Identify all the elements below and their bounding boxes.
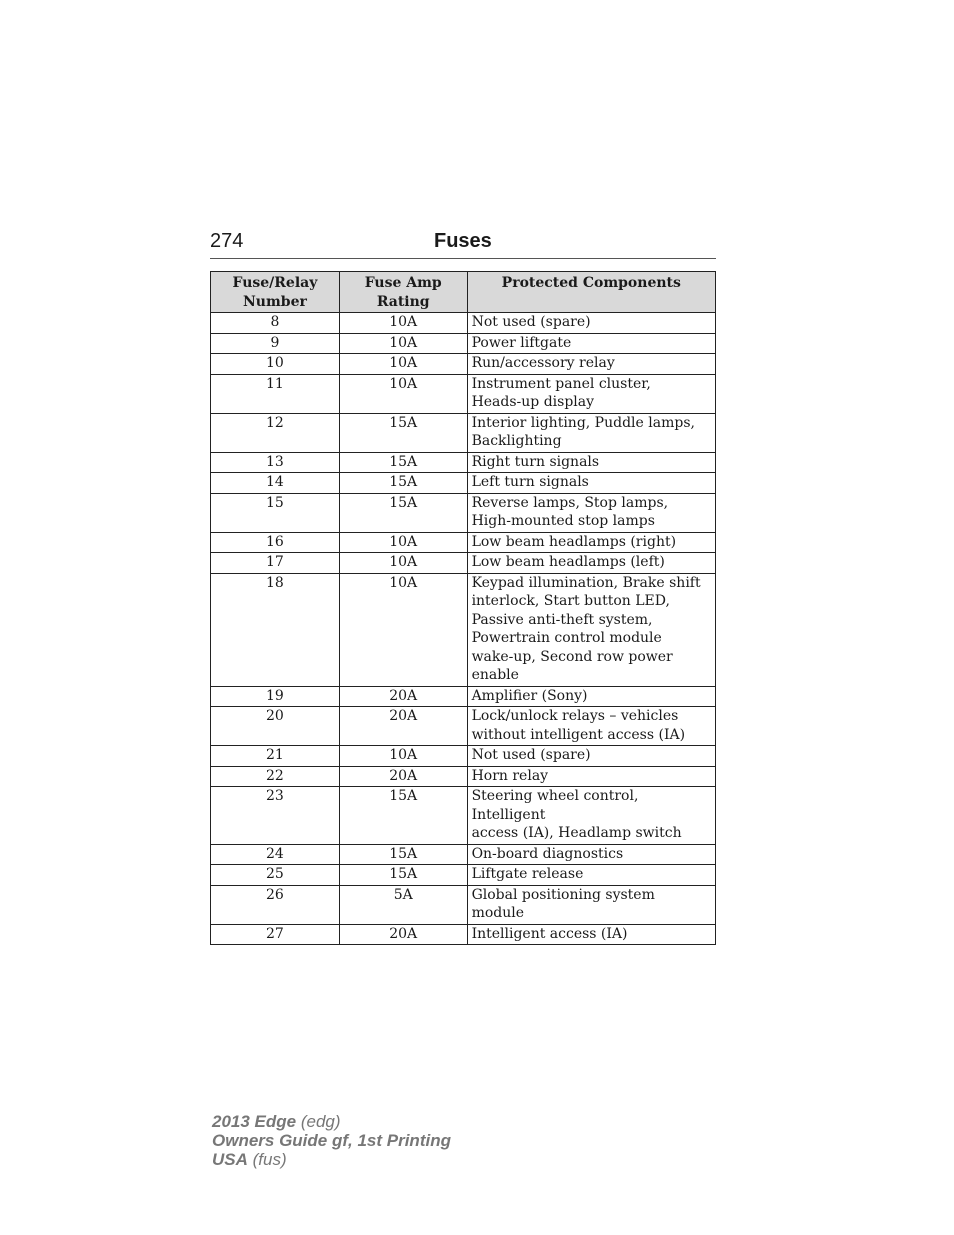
amp-rating-cell: 20A [339, 766, 467, 787]
table-row [211, 354, 716, 375]
protected-components-cell [467, 493, 715, 532]
header-line: Fuse/Relay [232, 275, 318, 291]
footer-line-1 [212, 1112, 451, 1131]
table-row [211, 493, 716, 532]
footer-model-code: (edg) [300, 1112, 341, 1131]
fuse-number-cell: 27 [211, 924, 340, 945]
protected-components-cell [467, 746, 715, 767]
component-line: Reverse lamps, Stop lamps, [471, 494, 669, 511]
component-line: Not used (spare) [471, 747, 591, 763]
page-footer [212, 1112, 451, 1169]
protected-components-cell [467, 354, 715, 375]
component-line: interlock, Start button LED, [471, 593, 670, 609]
footer-market: USA [212, 1150, 248, 1169]
table-row [211, 746, 716, 767]
table-row [211, 553, 716, 574]
amp-rating-cell: 10A [339, 573, 467, 686]
amp-rating-cell: 10A [339, 313, 467, 334]
fuse-number-cell: 8 [211, 313, 340, 334]
amp-rating-cell: 5A [339, 885, 467, 924]
fuse-number-cell: 26 [211, 885, 340, 924]
amp-rating-cell: 15A [339, 452, 467, 473]
amp-rating-cell: 10A [339, 746, 467, 767]
component-line: enable [471, 667, 519, 683]
fuse-number-cell: 16 [211, 532, 340, 553]
footer-model: 2013 Edge [212, 1112, 297, 1131]
table-row [211, 532, 716, 553]
footer-line-2 [212, 1131, 451, 1150]
component-line: Steering wheel control, Intelligent [471, 788, 639, 823]
header-fuse-number [211, 272, 340, 313]
protected-components-cell [467, 844, 715, 865]
fuse-number-cell: 10 [211, 354, 340, 375]
fuse-number-cell: 22 [211, 766, 340, 787]
amp-rating-cell: 15A [339, 413, 467, 452]
component-line: wake-up, Second row power [471, 648, 673, 665]
table-row [211, 333, 716, 354]
table-row [211, 787, 716, 845]
fuse-number-cell: 11 [211, 374, 340, 413]
component-line: High-mounted stop lamps [471, 513, 655, 529]
amp-rating-cell: 20A [339, 707, 467, 746]
protected-components-cell [467, 686, 715, 707]
component-line: Right turn signals [471, 453, 600, 470]
table-row [211, 374, 716, 413]
protected-components-cell [467, 413, 715, 452]
component-line: Powertrain control module [471, 630, 662, 646]
footer-market-code: (fus) [252, 1150, 287, 1169]
table-row [211, 844, 716, 865]
fuse-number-cell: 20 [211, 707, 340, 746]
component-line: Passive anti-theft system, [471, 611, 653, 628]
component-line: Intelligent access (IA) [471, 925, 628, 942]
fuse-number-cell: 9 [211, 333, 340, 354]
protected-components-cell [467, 553, 715, 574]
component-line: Instrument panel cluster, [471, 375, 651, 392]
component-line: On-board diagnostics [471, 845, 624, 862]
amp-rating-cell: 15A [339, 844, 467, 865]
component-line: Liftgate release [471, 866, 584, 882]
protected-components-cell [467, 374, 715, 413]
protected-components-cell [467, 313, 715, 334]
header-line: Number [242, 293, 307, 310]
header-line: Fuse Amp [364, 275, 442, 291]
fuse-table-body [211, 313, 716, 945]
table-row [211, 885, 716, 924]
component-line: Horn relay [471, 767, 549, 784]
protected-components-cell [467, 573, 715, 686]
amp-rating-cell: 20A [339, 686, 467, 707]
amp-rating-cell: 10A [339, 354, 467, 375]
section-title: Fuses [434, 230, 492, 252]
footer-line-3 [212, 1150, 451, 1169]
component-line: Not used (spare) [471, 314, 591, 330]
fuse-number-cell: 17 [211, 553, 340, 574]
component-line: Global positioning system module [471, 886, 655, 921]
component-line: Lock/unlock relays – vehicles [471, 708, 679, 724]
component-line: Interior lighting, Puddle lamps, [471, 414, 695, 431]
component-line: Amplifier (Sony) [471, 687, 588, 704]
fuse-number-cell: 25 [211, 865, 340, 886]
protected-components-cell [467, 865, 715, 886]
header-line: Rating [376, 293, 430, 310]
component-line: Run/accessory relay [471, 355, 615, 371]
amp-rating-cell: 10A [339, 374, 467, 413]
table-row [211, 573, 716, 686]
fuse-number-cell: 19 [211, 686, 340, 707]
table-header-row [211, 272, 716, 313]
table-row [211, 473, 716, 494]
amp-rating-cell: 20A [339, 924, 467, 945]
header-amp-rating [339, 272, 467, 313]
footer-guide: Owners Guide gf, 1st Printing [212, 1131, 451, 1150]
fuse-table [210, 271, 716, 945]
table-row [211, 413, 716, 452]
protected-components-cell [467, 452, 715, 473]
protected-components-cell [467, 787, 715, 845]
protected-components-cell [467, 924, 715, 945]
amp-rating-cell: 10A [339, 532, 467, 553]
fuse-number-cell: 13 [211, 452, 340, 473]
page-header [210, 230, 716, 259]
component-line: without intelligent access (IA) [471, 726, 686, 743]
component-line: Left turn signals [471, 474, 589, 490]
component-line: Keypad illumination, Brake shift [471, 574, 701, 591]
component-line: Power liftgate [471, 334, 572, 351]
fuse-number-cell: 24 [211, 844, 340, 865]
table-row [211, 865, 716, 886]
amp-rating-cell: 15A [339, 473, 467, 494]
fuse-number-cell: 12 [211, 413, 340, 452]
component-line: access (IA), Headlamp switch [471, 825, 682, 841]
fuse-number-cell: 18 [211, 573, 340, 686]
header-protected-components [467, 272, 715, 313]
component-line: Low beam headlamps (left) [471, 554, 665, 570]
amp-rating-cell: 15A [339, 787, 467, 845]
fuse-number-cell: 21 [211, 746, 340, 767]
component-line: Low beam headlamps (right) [471, 533, 677, 550]
amp-rating-cell: 10A [339, 553, 467, 574]
table-row [211, 766, 716, 787]
table-row [211, 686, 716, 707]
amp-rating-cell: 15A [339, 493, 467, 532]
table-row [211, 924, 716, 945]
table-row [211, 313, 716, 334]
protected-components-cell [467, 333, 715, 354]
protected-components-cell [467, 707, 715, 746]
fuse-number-cell: 15 [211, 493, 340, 532]
amp-rating-cell: 15A [339, 865, 467, 886]
table-row [211, 707, 716, 746]
protected-components-cell [467, 473, 715, 494]
table-row [211, 452, 716, 473]
protected-components-cell [467, 532, 715, 553]
page-number: 274 [210, 230, 244, 252]
component-line: Backlighting [471, 433, 562, 449]
fuse-number-cell: 23 [211, 787, 340, 845]
amp-rating-cell: 10A [339, 333, 467, 354]
component-line: Heads-up display [471, 394, 595, 410]
protected-components-cell [467, 885, 715, 924]
protected-components-cell [467, 766, 715, 787]
fuse-number-cell: 14 [211, 473, 340, 494]
header-line: Protected Components [501, 275, 681, 291]
